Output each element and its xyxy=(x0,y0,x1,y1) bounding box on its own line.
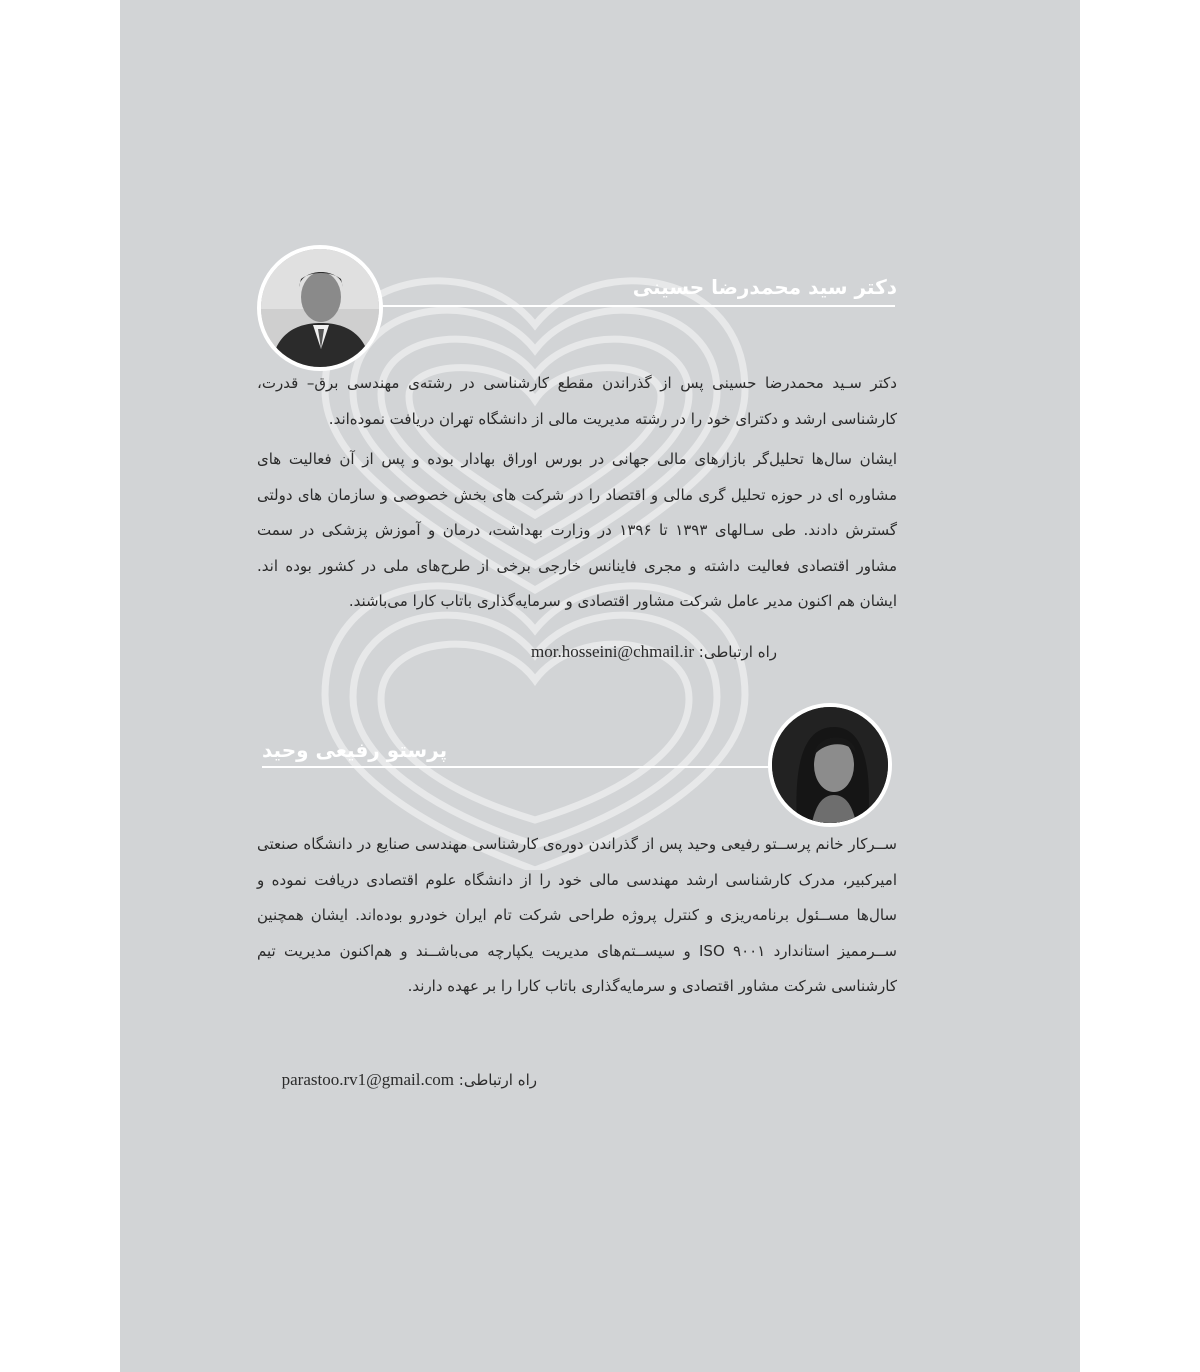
author2-email-link[interactable]: parastoo.rv1@gmail.com xyxy=(281,1070,454,1089)
author1-name: دکتر سید محمدرضا حسینی xyxy=(632,275,897,299)
author2-divider xyxy=(262,766,782,768)
author2-contact xyxy=(282,1070,537,1090)
author1-bio-2: ایشان سال‌ها تحلیل‌گر بازارهای مالی جهانی در بورس اوراق بهادار بوده و پس از آن فعالیت های مشاوره ای در حوزه تحلیل گری مالی و اقتصاد را در شرکت های بخش خصوصی و سازمان های دولتی گسترش دادند. طی سـالهای ۱۳۹۳ تا ۱۳۹۶ در وزارت بهداشت، درمان و آموزش پزشکی در سمت مشاور اقتصادی فعالیت داشته و مجری فاینانس خارجی برخی از طرح‌های ملی در کشور بوده اند. ایشان هم اکنون مدیر عامل شرکت مشاور اقتصادی و سرمایه‌گذاری باتاب کارا می‌باشند. xyxy=(257,450,897,610)
author2-name: پرستو رفیعی وحید xyxy=(262,738,448,762)
author1-email-link[interactable]: mor.hosseini@chmail.ir xyxy=(531,642,694,661)
author1-contact xyxy=(531,642,777,662)
author2-bio: ســرکار خانم پرســتو رفیعی وحید پس از گذراندن دوره‌ی کارشناسی مهندسی صنایع در دانشگاه صنعتی امیرکبیر، مدرک کارشناسی ارشد مهندسی مالی خود را از دانشگاه علوم اقتصادی دریافت نموده و سال‌ها مســئول برنامه‌ریزی و کنترل پروژه طراحی شرکت تام ایران خودرو بوده‌اند. ایشان همچنین ســرممیز استاندارد ISO ۹۰۰۱ و سیســتم‌های مدیریت یکپارچه می‌باشــند و هم‌اکنون مدیریت تیم کارشناسی شرکت مشاور اقتصادی و سرمایه‌گذاری باتاب کارا را بر عهده دارند. xyxy=(257,835,897,995)
book-page xyxy=(120,0,1080,1372)
author1-contact-label: راه ارتباطی: xyxy=(698,643,777,661)
author1-bio: دکتر سـید محمدرضا حسینی پس از گذراندن مقطع کارشناسی در رشته‌ی مهندسی برق– قدرت، کارشناسی ارشد و دکترای خود را در رشته مدیریت مالی از دانشگاه تهران دریافت نموده‌اند. xyxy=(257,374,897,428)
author1-divider xyxy=(375,305,895,307)
portrait-man-icon xyxy=(261,249,379,367)
author1-photo xyxy=(257,245,383,371)
portrait-woman-icon xyxy=(772,707,888,823)
author2-contact-label: راه ارتباطی: xyxy=(458,1071,537,1089)
author2-photo xyxy=(768,703,892,827)
